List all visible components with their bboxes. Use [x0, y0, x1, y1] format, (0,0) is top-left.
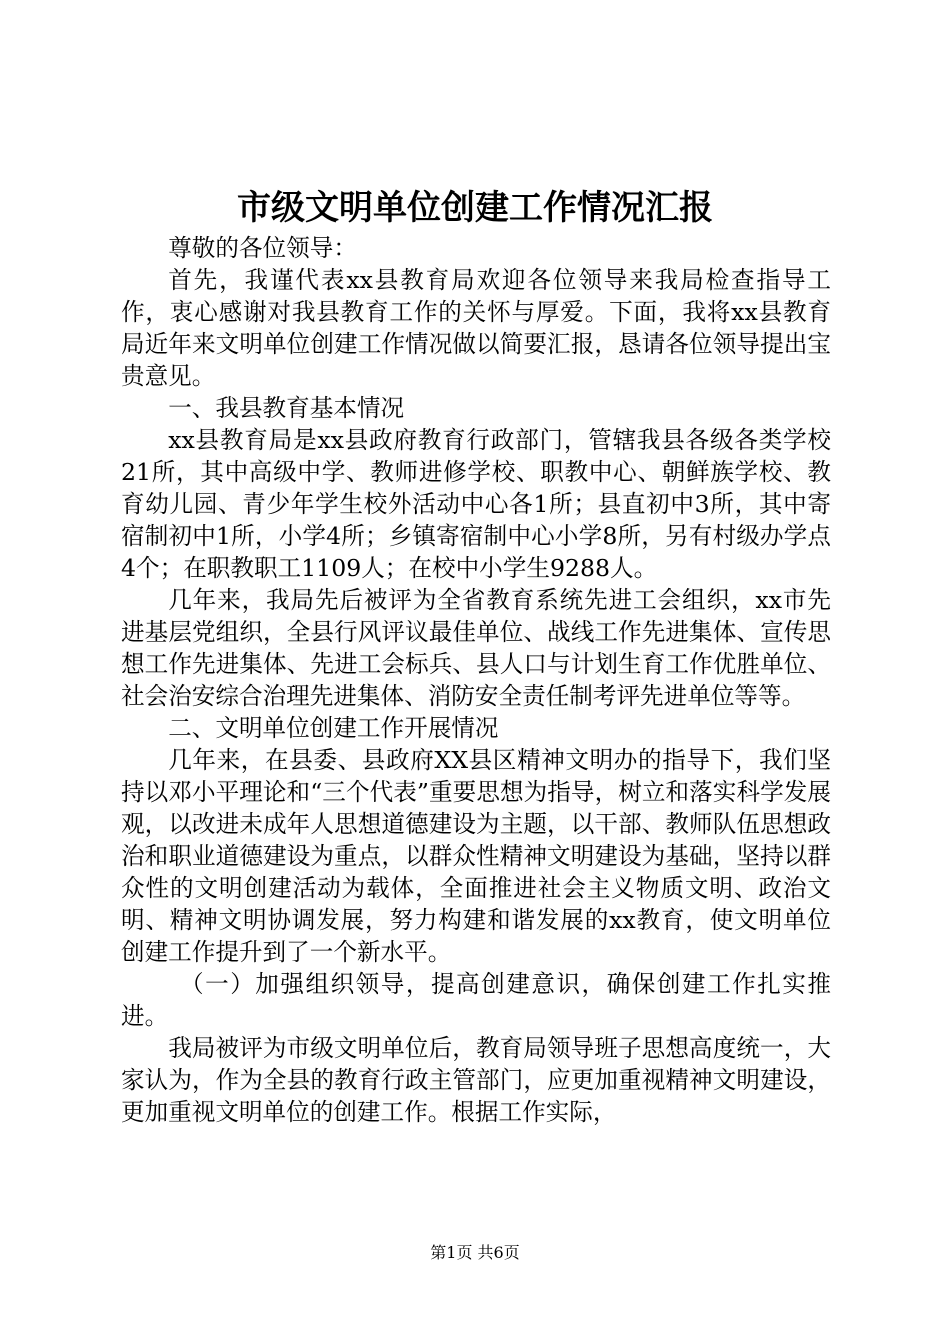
salutation-paragraph: 尊敬的各位领导：: [168, 234, 357, 262]
honors-paragraph: 几年来，我局先后被评为全省教育系统先进工会组织，xx市先进基层党组织，全县行风评议最佳单位、战线工作先进集体、宣传思想工作先进集体、先进工会标兵、县人口与计划生育工作优胜单位、社会治安综合治理先进集体、消防安全责任制考评先进单位等等。: [121, 586, 831, 710]
document-body: [121, 232, 831, 1128]
page-number: 第1页 共6页: [430, 1243, 520, 1262]
basic-info-paragraph: xx县教育局是xx县政府教育行政部门，管辖我县各级各类学校21所，其中高级中学、教师进修学校、职教中心、朝鲜族学校、教育幼儿园、青少年学生校外活动中心各1所；县直初中3所，其中寄宿制初中1所，小学4所；乡镇寄宿制中心小学8所，另有村级办学点4个；在职教职工1109人；在校中小学生9288人。: [121, 426, 831, 582]
subsection-heading-1: （一）加强组织领导，提高创建意识，确保创建工作扎实推进。: [121, 970, 831, 1030]
document-title: 市级文明单位创建工作情况汇报: [237, 188, 713, 228]
section-heading-2: 二、文明单位创建工作开展情况: [168, 714, 499, 742]
work-overview-paragraph: 几年来，在县委、县政府XX县区精神文明办的指导下，我们坚持以邓小平理论和“三个代表”重要思想为指导，树立和落实科学发展观，以改进未成年人思想道德建设为主题，以干部、教师队伍思想政治和职业道德建设为重点，以群众性精神文明建设为基础，坚持以群众性的文明创建活动为载体，全面推进社会主义物质文明、政治文明、精神文明协调发展，努力构建和谐发展的xx教育，使文明单位创建工作提升到了一个新水平。: [121, 746, 831, 966]
section-heading-1: 一、我县教育基本情况: [168, 394, 405, 422]
leadership-paragraph: 我局被评为市级文明单位后，教育局领导班子思想高度统一，大家认为，作为全县的教育行政主管部门，应更加重视精神文明建设，更加重视文明单位的创建工作。根据工作实际，: [121, 1034, 831, 1126]
intro-paragraph: 首先，我谨代表xx县教育局欢迎各位领导来我局检查指导工作，衷心感谢对我县教育工作的关怀与厚爱。下面，我将xx县教育局近年来文明单位创建工作情况做以简要汇报，恳请各位领导提出宝贵意见。: [121, 266, 831, 390]
